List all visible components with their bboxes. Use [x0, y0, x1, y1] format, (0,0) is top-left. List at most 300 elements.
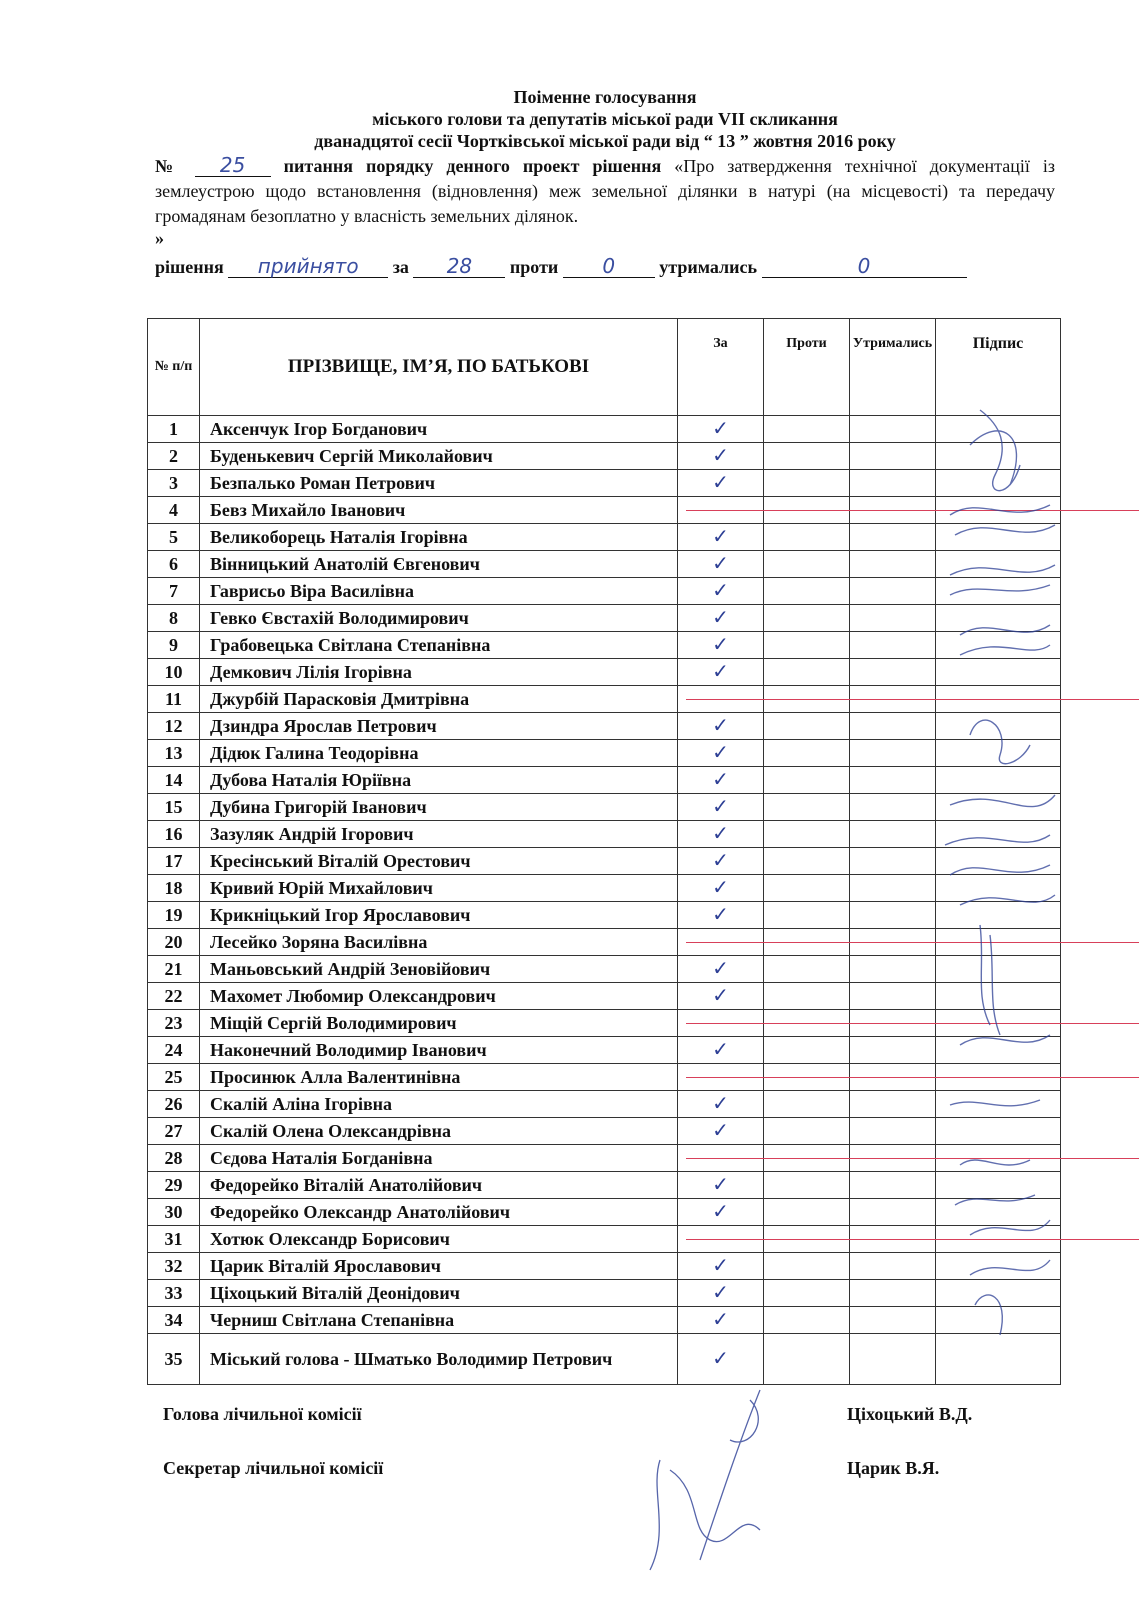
table-row [148, 578, 1061, 605]
vote-for-cell [678, 524, 764, 551]
table-row [148, 767, 1061, 794]
vote-abstain-cell [850, 497, 936, 524]
vote-abstain-cell [850, 902, 936, 929]
vote-against-cell [764, 605, 850, 632]
vote-against-cell [764, 713, 850, 740]
vote-for-cell [678, 956, 764, 983]
table-row [148, 1334, 1061, 1385]
row-number: 19 [148, 902, 200, 929]
vote-abstain-cell [850, 713, 936, 740]
deputy-name: Черниш Світлана Степанівна [200, 1307, 678, 1334]
row-number: 34 [148, 1307, 200, 1334]
row-number: 11 [148, 686, 200, 713]
row-number: 4 [148, 497, 200, 524]
vote-against-cell [764, 1064, 850, 1091]
row-number: 2 [148, 443, 200, 470]
signature-cell [936, 1307, 1061, 1334]
vote-against-cell [764, 1280, 850, 1307]
signature-cell [936, 767, 1061, 794]
decision-value-blank [228, 256, 388, 278]
signature-cell [936, 929, 1061, 956]
vote-against-cell [764, 767, 850, 794]
signature-cell [936, 1118, 1061, 1145]
deputy-name: Дубова Наталія Юріївна [200, 767, 678, 794]
vote-for-cell [678, 497, 764, 524]
deputy-name: Дубина Григорій Іванович [200, 794, 678, 821]
table-row [148, 1064, 1061, 1091]
vote-abstain-cell [850, 1037, 936, 1064]
deputy-name: Скалій Олена Олександрівна [200, 1118, 678, 1145]
vote-for-cell [678, 470, 764, 497]
check-mark-icon: ✓ [712, 1091, 729, 1115]
row-number: 20 [148, 929, 200, 956]
signature-cell [936, 1199, 1061, 1226]
vote-for-cell [678, 983, 764, 1010]
deputy-name: Гевко Євстахій Володимирович [200, 605, 678, 632]
check-mark-icon: ✓ [712, 524, 729, 548]
vote-abstain-cell [850, 470, 936, 497]
vote-abstain-cell [850, 1172, 936, 1199]
vote-against-cell [764, 1091, 850, 1118]
signature-cell [936, 632, 1061, 659]
vote-for-cell [678, 578, 764, 605]
row-number: 10 [148, 659, 200, 686]
vote-for-cell [678, 713, 764, 740]
topic-number: 25 [219, 153, 246, 177]
signature-cell [936, 713, 1061, 740]
vote-for-cell [678, 1334, 764, 1385]
row-number: 25 [148, 1064, 200, 1091]
agenda-topic [155, 154, 1055, 247]
signature-cell [936, 983, 1061, 1010]
vote-abstain-cell [850, 416, 936, 443]
vote-abstain-cell [850, 632, 936, 659]
signature-cell [936, 1334, 1061, 1385]
for-count: 28 [446, 254, 473, 278]
vote-against-cell [764, 821, 850, 848]
table-row [148, 1118, 1061, 1145]
table-row [148, 497, 1061, 524]
vote-for-cell [678, 686, 764, 713]
decision-line [155, 255, 1055, 279]
check-mark-icon: ✓ [712, 1199, 729, 1223]
table-row [148, 794, 1061, 821]
signature-cell [936, 416, 1061, 443]
table-row [148, 1253, 1061, 1280]
abstain-count-blank [762, 256, 967, 278]
row-number: 6 [148, 551, 200, 578]
vote-for-cell [678, 1010, 764, 1037]
check-mark-icon: ✓ [712, 1172, 729, 1196]
deputy-name: Гаврисьо Віра Василівна [200, 578, 678, 605]
row-number: 31 [148, 1226, 200, 1253]
signature-cell [936, 1037, 1061, 1064]
vote-abstain-cell [850, 1280, 936, 1307]
roll-call-table [147, 318, 1061, 1385]
vote-abstain-cell [850, 659, 936, 686]
vote-for-cell [678, 1280, 764, 1307]
table-row [148, 1199, 1061, 1226]
col-header-abstain: Утримались [850, 319, 936, 416]
row-number: 16 [148, 821, 200, 848]
vote-for-cell [678, 848, 764, 875]
row-number: 28 [148, 1145, 200, 1172]
vote-for-cell [678, 551, 764, 578]
vote-against-cell [764, 848, 850, 875]
table-row [148, 875, 1061, 902]
signature-cell [936, 1010, 1061, 1037]
deputy-name: Федорейко Віталій Анатолійович [200, 1172, 678, 1199]
deputy-name: Міський голова - Шматько Володимир Петрович [200, 1334, 678, 1385]
deputy-name: Аксенчук Ігор Богданович [200, 416, 678, 443]
vote-against-cell [764, 794, 850, 821]
deputy-name: Великоборець Наталія Ігорівна [200, 524, 678, 551]
signature-cell [936, 1145, 1061, 1172]
signature-cell [936, 1091, 1061, 1118]
deputy-name: Буденькевич Сергій Миколайович [200, 443, 678, 470]
vote-abstain-cell [850, 551, 936, 578]
vote-against-cell [764, 929, 850, 956]
signature-cell [936, 740, 1061, 767]
signature-cell [936, 902, 1061, 929]
check-mark-icon: ✓ [712, 416, 729, 440]
row-number: 17 [148, 848, 200, 875]
signature-cell [936, 1226, 1061, 1253]
against-count: 0 [602, 254, 616, 278]
vote-abstain-cell [850, 1145, 936, 1172]
vote-abstain-cell [850, 1091, 936, 1118]
vote-against-cell [764, 686, 850, 713]
vote-abstain-cell [850, 848, 936, 875]
table-row [148, 1280, 1061, 1307]
vote-for-cell [678, 659, 764, 686]
check-mark-icon: ✓ [712, 713, 729, 737]
row-number: 15 [148, 794, 200, 821]
table-row [148, 929, 1061, 956]
topic-bold-text: питання порядку денного проект рішення [283, 156, 662, 176]
table-row [148, 1307, 1061, 1334]
topic-number-blank [195, 155, 271, 177]
row-number: 12 [148, 713, 200, 740]
table-row [148, 686, 1061, 713]
table-row [148, 416, 1061, 443]
check-mark-icon: ✓ [712, 740, 729, 764]
vote-for-cell [678, 821, 764, 848]
deputy-name: Зазуляк Андрій Ігорович [200, 821, 678, 848]
vote-abstain-cell [850, 1307, 936, 1334]
row-number: 21 [148, 956, 200, 983]
signature-cell [936, 470, 1061, 497]
deputy-name: Скалій Аліна Ігорівна [200, 1091, 678, 1118]
vote-abstain-cell [850, 1334, 936, 1385]
check-mark-icon: ✓ [712, 1253, 729, 1277]
vote-for-cell [678, 929, 764, 956]
vote-against-cell [764, 551, 850, 578]
check-mark-icon: ✓ [712, 983, 729, 1007]
signature-cell [936, 875, 1061, 902]
vote-against-cell [764, 632, 850, 659]
check-mark-icon: ✓ [712, 551, 729, 575]
vote-for-cell [678, 443, 764, 470]
col-header-against: Проти [764, 319, 850, 416]
vote-against-cell [764, 416, 850, 443]
table-row [148, 902, 1061, 929]
table-row [148, 983, 1061, 1010]
vote-against-cell [764, 497, 850, 524]
table-row [148, 713, 1061, 740]
vote-for-cell [678, 632, 764, 659]
check-mark-icon: ✓ [712, 632, 729, 656]
check-mark-icon: ✓ [712, 1346, 729, 1370]
topic-closing: » [155, 228, 164, 248]
vote-for-cell [678, 1145, 764, 1172]
deputy-name: Лесейко Зоряна Василівна [200, 929, 678, 956]
row-number: 32 [148, 1253, 200, 1280]
vote-abstain-cell [850, 1010, 936, 1037]
vote-for-cell [678, 1091, 764, 1118]
vote-for-cell [678, 1172, 764, 1199]
vote-for-cell [678, 875, 764, 902]
table-row [148, 1226, 1061, 1253]
col-header-signature: Підпис [936, 319, 1061, 416]
deputy-name: Міщій Сергій Володимирович [200, 1010, 678, 1037]
col-header-for: За [678, 319, 764, 416]
chair-row [163, 1404, 1003, 1458]
vote-abstain-cell [850, 956, 936, 983]
decision-value: прийнято [257, 254, 359, 278]
deputy-name: Безпалько Роман Петрович [200, 470, 678, 497]
table-row [148, 848, 1061, 875]
vote-abstain-cell [850, 794, 936, 821]
signature-cell [936, 821, 1061, 848]
vote-against-cell [764, 956, 850, 983]
topic-number-prefix: № [155, 156, 182, 176]
vote-for-cell [678, 1199, 764, 1226]
row-number: 35 [148, 1334, 200, 1385]
check-mark-icon: ✓ [712, 875, 729, 899]
vote-abstain-cell [850, 1253, 936, 1280]
check-mark-icon: ✓ [712, 1307, 729, 1331]
signature-cell [936, 497, 1061, 524]
abstain-label: утримались [659, 257, 757, 277]
deputy-name: Кресінський Віталій Орестович [200, 848, 678, 875]
check-mark-icon: ✓ [712, 470, 729, 494]
vote-abstain-cell [850, 524, 936, 551]
vote-for-cell [678, 1118, 764, 1145]
signature-cell [936, 524, 1061, 551]
abstain-count: 0 [857, 254, 871, 278]
vote-against-cell [764, 470, 850, 497]
secretary-name: Царик В.Я. [847, 1458, 940, 1478]
row-number: 13 [148, 740, 200, 767]
check-mark-icon: ✓ [712, 1280, 729, 1304]
signature-cell [936, 686, 1061, 713]
vote-against-cell [764, 1145, 850, 1172]
vote-against-cell [764, 524, 850, 551]
row-number: 33 [148, 1280, 200, 1307]
row-number: 26 [148, 1091, 200, 1118]
deputy-name: Наконечний Володимир Іванович [200, 1037, 678, 1064]
vote-against-cell [764, 578, 850, 605]
table-row [148, 1091, 1061, 1118]
check-mark-icon: ✓ [712, 443, 729, 467]
vote-for-cell [678, 1226, 764, 1253]
vote-for-cell [678, 1064, 764, 1091]
vote-against-cell [764, 875, 850, 902]
table-body [148, 416, 1061, 1385]
vote-against-cell [764, 1307, 850, 1334]
row-number: 22 [148, 983, 200, 1010]
signature-cell [936, 1064, 1061, 1091]
check-mark-icon: ✓ [712, 902, 729, 926]
decision-label: рішення [155, 257, 224, 277]
vote-abstain-cell [850, 578, 936, 605]
deputy-name: Сєдова Наталія Богданівна [200, 1145, 678, 1172]
vote-against-cell [764, 1010, 850, 1037]
secretary-row [163, 1458, 1003, 1512]
against-label: проти [509, 257, 559, 277]
deputy-name: Грабовецька Світлана Степанівна [200, 632, 678, 659]
vote-abstain-cell [850, 983, 936, 1010]
vote-against-cell [764, 1118, 850, 1145]
vote-abstain-cell [850, 821, 936, 848]
for-label: за [392, 257, 409, 277]
vote-against-cell [764, 1226, 850, 1253]
signature-cell [936, 659, 1061, 686]
table-row [148, 1037, 1061, 1064]
vote-against-cell [764, 659, 850, 686]
table-row [148, 1145, 1061, 1172]
signature-cell [936, 605, 1061, 632]
vote-for-cell [678, 902, 764, 929]
table-row [148, 443, 1061, 470]
check-mark-icon: ✓ [712, 821, 729, 845]
row-number: 7 [148, 578, 200, 605]
deputy-name: Маньовський Андрій Зеновійович [200, 956, 678, 983]
vote-for-cell [678, 1037, 764, 1064]
check-mark-icon: ✓ [712, 1037, 729, 1061]
commission-footer [163, 1404, 1003, 1512]
row-number: 24 [148, 1037, 200, 1064]
deputy-name: Царик Віталій Ярославович [200, 1253, 678, 1280]
deputy-name: Махомет Любомир Олександрович [200, 983, 678, 1010]
vote-abstain-cell [850, 767, 936, 794]
deputy-name: Джурбій Парасковія Дмитрівна [200, 686, 678, 713]
col-header-name: ПРІЗВИЩЕ, ІМ’Я, ПО БАТЬКОВІ [200, 319, 678, 416]
table-row [148, 632, 1061, 659]
chair-label: Голова лічильної комісії [163, 1404, 362, 1424]
deputy-name: Просинюк Алла Валентинівна [200, 1064, 678, 1091]
table-row [148, 740, 1061, 767]
table-row [148, 605, 1061, 632]
row-number: 5 [148, 524, 200, 551]
vote-for-cell [678, 740, 764, 767]
row-number: 8 [148, 605, 200, 632]
vote-abstain-cell [850, 929, 936, 956]
check-mark-icon: ✓ [712, 956, 729, 980]
check-mark-icon: ✓ [712, 578, 729, 602]
check-mark-icon: ✓ [712, 848, 729, 872]
vote-for-cell [678, 416, 764, 443]
vote-abstain-cell [850, 605, 936, 632]
document-title: Поіменне голосування [513, 87, 697, 107]
table-row [148, 1172, 1061, 1199]
vote-for-cell [678, 767, 764, 794]
secretary-label: Секретар лічильної комісії [163, 1458, 384, 1478]
deputy-name: Федорейко Олександр Анатолійович [200, 1199, 678, 1226]
row-number: 1 [148, 416, 200, 443]
check-mark-icon: ✓ [712, 767, 729, 791]
vote-abstain-cell [850, 443, 936, 470]
col-header-num: № п/п [148, 319, 200, 416]
vote-abstain-cell [850, 1118, 936, 1145]
row-number: 29 [148, 1172, 200, 1199]
vote-for-cell [678, 605, 764, 632]
table-row [148, 659, 1061, 686]
vote-against-cell [764, 1253, 850, 1280]
signature-cell [936, 1280, 1061, 1307]
topic-text: «Про затвердження технічної документації із землеустрою щодо встановлення (відновлення) меж земельної ділянки в натурі (на місцевості) та передачу громадянам безоплатно у власність земельних ділянок. [155, 156, 1056, 226]
check-mark-icon: ✓ [712, 794, 729, 818]
signature-cell [936, 443, 1061, 470]
vote-for-cell [678, 794, 764, 821]
check-mark-icon: ✓ [712, 605, 729, 629]
chair-name: Ціхоцький В.Д. [847, 1404, 973, 1424]
table-row [148, 956, 1061, 983]
signature-cell [936, 956, 1061, 983]
deputy-name: Дзиндра Ярослав Петрович [200, 713, 678, 740]
for-count-blank [413, 256, 505, 278]
vote-for-cell [678, 1253, 764, 1280]
deputy-name: Дідюк Галина Теодорівна [200, 740, 678, 767]
table-row [148, 524, 1061, 551]
table-row [148, 1010, 1061, 1037]
signature-cell [936, 1172, 1061, 1199]
table-row [148, 821, 1061, 848]
vote-abstain-cell [850, 686, 936, 713]
row-number: 30 [148, 1199, 200, 1226]
row-number: 9 [148, 632, 200, 659]
signature-cell [936, 551, 1061, 578]
row-number: 18 [148, 875, 200, 902]
deputy-name: Хотюк Олександр Борисович [200, 1226, 678, 1253]
row-number: 14 [148, 767, 200, 794]
check-mark-icon: ✓ [712, 1118, 729, 1142]
vote-against-cell [764, 1037, 850, 1064]
against-count-blank [563, 256, 655, 278]
vote-for-cell [678, 1307, 764, 1334]
row-number: 23 [148, 1010, 200, 1037]
vote-against-cell [764, 983, 850, 1010]
vote-against-cell [764, 1199, 850, 1226]
vote-against-cell [764, 443, 850, 470]
vote-against-cell [764, 740, 850, 767]
signature-cell [936, 578, 1061, 605]
header-line-3: дванадцятої сесії Чортківської міської ради від “ 13 ” жовтня 2016 року [314, 131, 896, 151]
vote-abstain-cell [850, 1064, 936, 1091]
table-header-row [148, 319, 1061, 416]
deputy-name: Кривий Юрій Михайлович [200, 875, 678, 902]
row-number: 27 [148, 1118, 200, 1145]
table-row [148, 470, 1061, 497]
deputy-name: Крикніцький Ігор Ярославович [200, 902, 678, 929]
vote-abstain-cell [850, 875, 936, 902]
vote-abstain-cell [850, 1199, 936, 1226]
vote-abstain-cell [850, 1226, 936, 1253]
deputy-name: Вінницький Анатолій Євгенович [200, 551, 678, 578]
vote-against-cell [764, 902, 850, 929]
row-number: 3 [148, 470, 200, 497]
